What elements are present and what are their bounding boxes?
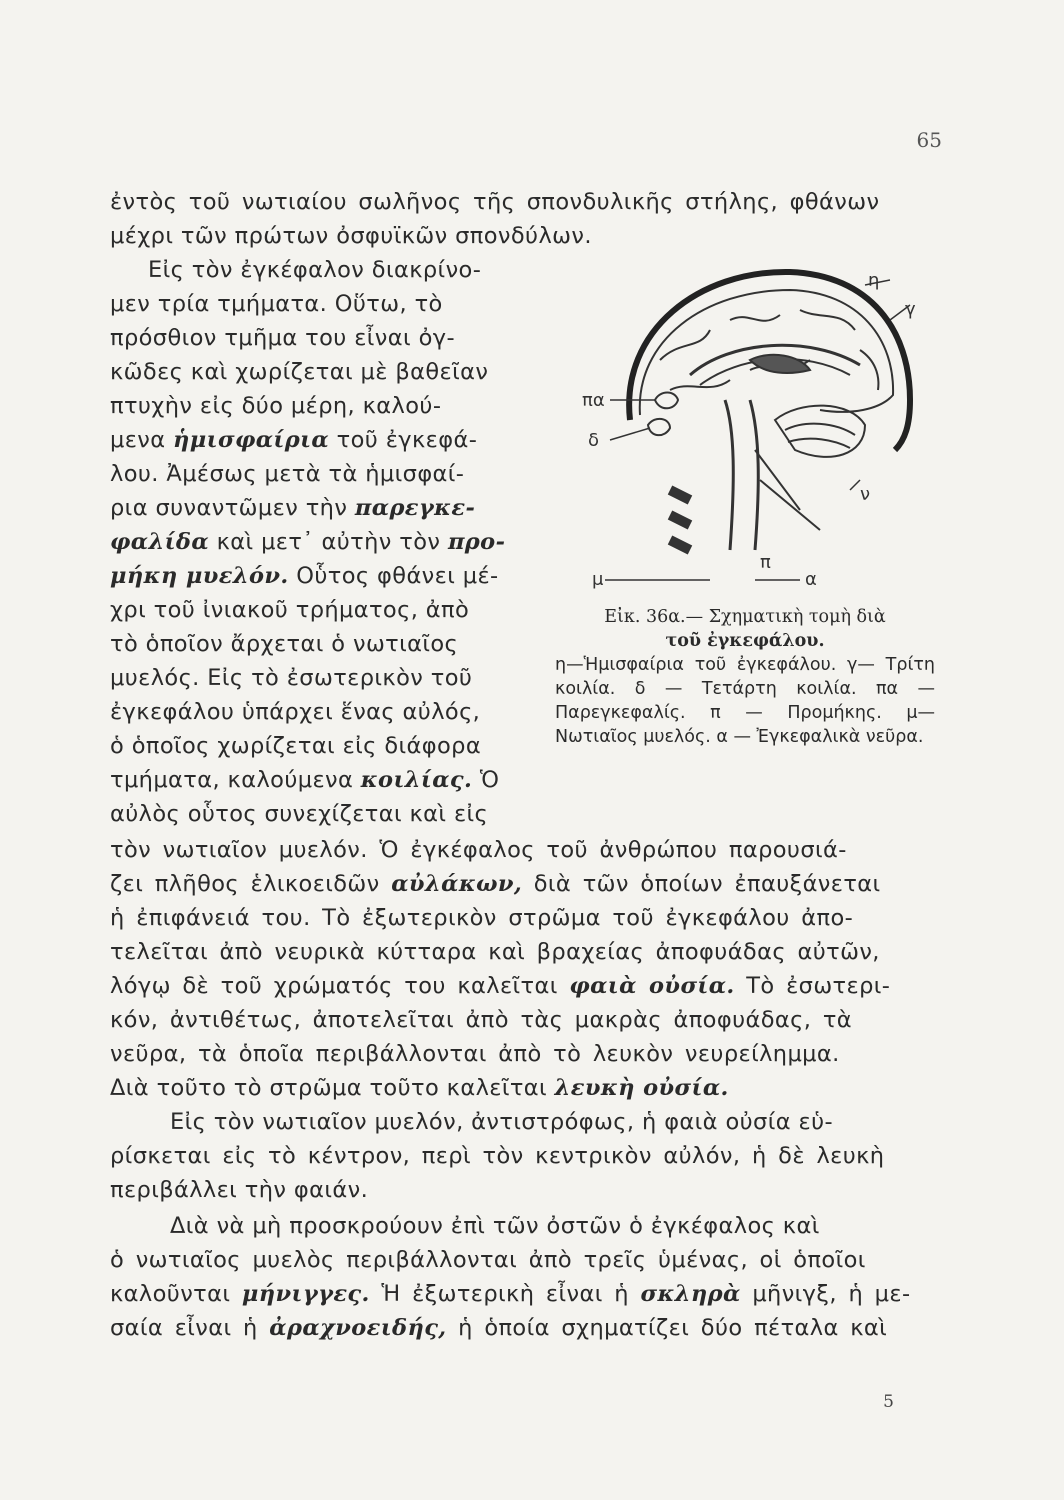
term-grey-matter: φαιὰ οὐσία. <box>569 973 735 999</box>
text-line: ζει πλῆθος ἑλικοειδῶν αὐλάκων, διὰ τῶν ὁποίων ἐπαυξάνεται <box>110 871 881 897</box>
term-sulci: αὐλάκων, <box>391 871 523 897</box>
text-line: χρι τοῦ ἰνιακοῦ τρήματος, ἀπὸ <box>110 597 470 623</box>
text-line: μήκη μυελόν. Οὗτος φθάνει μέ- <box>110 563 499 589</box>
text-line: τὸ ὁποῖον ἄρχεται ὁ νωτιαῖος <box>110 631 459 657</box>
term-meninges: μήνιγγες. <box>241 1281 370 1307</box>
text-line: κῶδες καὶ χωρίζεται μὲ βαθεῖαν <box>110 359 489 385</box>
label-mu: μ <box>592 569 604 590</box>
label-pi: π <box>760 552 771 573</box>
signature-mark: 5 <box>883 1392 894 1412</box>
text-line: ρια συναντῶμεν τὴν παρεγκε- <box>110 495 476 521</box>
text-line: μενα ἡμισφαίρια τοῦ ἐγκεφά- <box>110 427 478 453</box>
text-line: Διὰ τοῦτο τὸ στρῶμα τοῦτο καλεῖται λευκὴ οὐσία. <box>110 1075 729 1101</box>
label-pa: πα <box>582 390 605 411</box>
label-gamma: γ <box>905 299 916 320</box>
text-line: ἐγκεφάλου ὑπάρχει ἕνας αὐλός, <box>110 699 481 725</box>
text-line: τελεῖται ἀπὸ νευρικὰ κύτταρα καὶ βραχείας ἀποφυάδας αὐτῶν, <box>110 939 880 965</box>
text-line: λου. Ἀμέσως μετὰ τὰ ἡμισφαί- <box>110 461 465 487</box>
text-line: ὁ ὁποῖος χωρίζεται εἰς διάφορα <box>110 733 482 759</box>
text-line: μυελός. Εἰς τὸ ἐσωτερικὸν τοῦ <box>110 665 473 691</box>
term-dura: σκληρὰ <box>640 1281 741 1307</box>
text-line: Εἰς τὸν ἐγκέφαλον διακρίνο- <box>148 257 482 283</box>
text-line: πρόσθιον τμῆμα του εἶναι ὀγ- <box>110 325 455 351</box>
text-line: καλοῦνται μήνιγγες. Ἡ ἐξωτερικὴ εἶναι ἡ σκληρὰ μῆνιγξ, ἡ με- <box>110 1281 911 1307</box>
text-line: αὐλὸς οὗτος συνεχίζεται καὶ εἰς <box>110 801 489 827</box>
text-line: ὁ νωτιαῖος μυελὸς περιβάλλονται ἀπὸ τρεῖς ὑμένας, οἱ ὁποῖοι <box>110 1247 866 1273</box>
text-line: ἐντὸς τοῦ νωτιαίου σωλῆνος τῆς σπονδυλικῆς στήλης, φθάνων <box>110 189 880 215</box>
figure-legend: η—Ἡμισφαίρια τοῦ ἐγκεφάλου. γ— Τρίτη κοιλία. δ — Τετάρτη κοιλία. πα — Παρεγκεφαλίς. π — Προμήκης. μ—Νωτιαῖος μυελός. α — Ἐγκεφαλικὰ νεῦρα. <box>555 655 935 747</box>
text-line: Διὰ νὰ μὴ προσκρούουν ἐπὶ τῶν ὀστῶν ὁ ἐγκέφαλος καὶ <box>170 1213 820 1239</box>
text-line: φαλίδα καὶ μετ᾽ αὐτὴν τὸν προ- <box>110 529 506 555</box>
text-line: ρίσκεται εἰς τὸ κέντρον, περὶ τὸν κεντρικὸν αὐλόν, ἡ δὲ λευκὴ <box>110 1143 885 1169</box>
text-line: τμήματα, καλούμενα κοιλίας. Ὁ <box>110 767 500 793</box>
brain-section-figure <box>560 250 930 595</box>
text-line: μέχρι τῶν πρώτων ὀσφυϊκῶν σπονδύλων. <box>110 223 592 249</box>
term-white-matter: λευκὴ οὐσία. <box>554 1075 729 1101</box>
term-ventricles: κοιλίας. <box>360 767 473 793</box>
text-line: νεῦρα, τὰ ὁποῖα περιβάλλονται ἀπὸ τὸ λευκὸν νευρείλημμα. <box>110 1041 840 1067</box>
page-number: 65 <box>916 128 942 152</box>
label-alpha: α <box>805 569 817 590</box>
text-line: σαία εἶναι ἡ ἀραχνοειδής, ἡ ὁποία σχηματίζει δύο πέταλα καὶ <box>110 1315 888 1341</box>
label-eta: η <box>868 270 880 291</box>
term-medulla: μήκη μυελόν. <box>110 563 289 589</box>
label-nu: ν <box>860 484 871 505</box>
text-line: ἡ ἐπιφάνειά του. Τὸ ἐξωτερικὸν στρῶμα τοῦ ἐγκεφάλου ἀπο- <box>110 905 854 931</box>
label-delta: δ <box>588 430 600 451</box>
term-cerebellum: παρεγκε- <box>354 495 476 521</box>
text-line: κόν, ἀντιθέτως, ἀποτελεῖται ἀπὸ τὰς μακρὰς ἀποφυάδας, τὰ <box>110 1007 852 1033</box>
text-line: μεν τρία τμήματα. Οὕτω, τὸ <box>110 291 443 317</box>
text-line: πτυχὴν εἰς δύο μέρη, καλού- <box>110 393 442 419</box>
text-line: λόγῳ δὲ τοῦ χρώματός του καλεῖται φαιὰ οὐσία. Τὸ ἐσωτερι- <box>110 973 891 999</box>
text-line: περιβάλλει τὴν φαιάν. <box>110 1177 369 1203</box>
term-hemispheres: ἡμισφαίρια <box>173 427 330 453</box>
text-line: Εἰς τὸν νωτιαῖον μυελόν, ἀντιστρόφως, ἡ φαιὰ οὐσία εὑ- <box>170 1109 834 1135</box>
term-arachnoid: ἀραχνοειδής, <box>269 1315 447 1341</box>
figure-caption: Εἰκ. 36α.— Σχηματικὴ τομὴ διὰ τοῦ ἐγκεφάλου. η—Ἡμισφαίρια τοῦ ἐγκεφάλου. γ— Τρίτη κοιλία. δ — Τετάρτη κοιλία. πα — Παρεγκεφαλίς. π — Προμήκης. μ—Νωτιαῖος μυελός. α — Ἐγκεφαλικὰ νεῦρα. <box>555 607 935 747</box>
text-line: τὸν νωτιαῖον μυελόν. Ὁ ἐγκέφαλος τοῦ ἀνθρώπου παρουσιά- <box>110 837 847 863</box>
